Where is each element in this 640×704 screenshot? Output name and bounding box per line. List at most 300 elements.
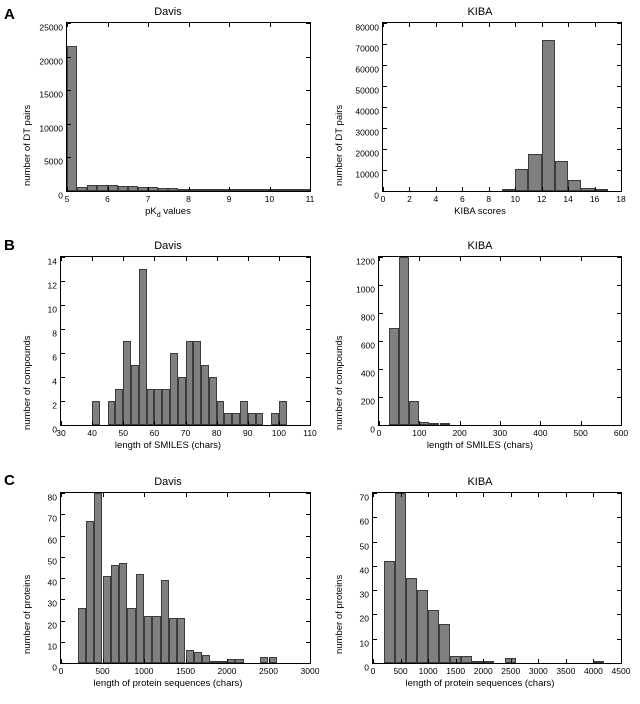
y-tick-mark (379, 313, 383, 314)
y-tick-label: 200 (360, 396, 375, 407)
bar (92, 401, 100, 425)
y-tick-label: 6 (52, 352, 57, 363)
bar (152, 616, 160, 663)
y-tick-label: 4 (52, 376, 57, 387)
y-tick-mark (306, 642, 310, 643)
y-tick-label: 70000 (355, 43, 379, 54)
y-tick-mark (383, 149, 387, 150)
x-tick-label: 60 (149, 428, 160, 438)
y-tick-label: 2 (52, 400, 57, 411)
plot-area (47, 256, 317, 438)
x-tick-label: 14 (563, 194, 573, 204)
y-tick-label: 20 (359, 613, 369, 624)
y-axis-label: number of DT pairs (22, 104, 33, 186)
bar (461, 656, 472, 663)
y-tick-mark (306, 377, 310, 378)
y-axis-label: number of compounds (22, 335, 33, 430)
bar (144, 616, 152, 663)
bar-series (61, 493, 310, 663)
x-tick-label: 40 (87, 428, 97, 438)
y-tick-mark (617, 369, 621, 370)
bar (77, 187, 87, 191)
bar (240, 401, 248, 425)
x-tick-mark (310, 23, 311, 27)
x-axis-label: length of SMILES (chars) (114, 440, 222, 451)
x-tick-mark (310, 493, 311, 497)
y-tick-mark (61, 621, 65, 622)
x-tick-label: 6 (459, 194, 465, 204)
x-tick-mark (61, 257, 62, 261)
y-tick-label: 600 (360, 340, 375, 351)
bar (209, 189, 219, 191)
bar (186, 650, 194, 663)
y-tick-mark (306, 329, 310, 330)
x-tick-label: 1000 (418, 666, 438, 676)
y-tick-label: 60000 (355, 64, 379, 75)
x-tick-label: 50 (118, 428, 128, 438)
y-tick-label: 400 (360, 368, 375, 379)
y-tick-label: 80 (47, 492, 57, 503)
x-tick-mark (144, 493, 145, 497)
y-tick-mark (306, 514, 310, 515)
x-tick-label: 2500 (501, 666, 521, 676)
y-tick-label: 10 (359, 637, 369, 648)
x-tick-mark (595, 23, 596, 27)
y-tick-mark (306, 353, 310, 354)
x-tick-label: 0 (58, 666, 64, 676)
bar (249, 189, 259, 191)
bar (428, 610, 439, 663)
y-tick-mark (617, 341, 621, 342)
x-tick-mark (568, 23, 569, 27)
y-tick-mark (373, 517, 377, 518)
y-tick-mark (61, 599, 65, 600)
bar (439, 624, 450, 663)
y-tick-mark (306, 401, 310, 402)
bar (239, 189, 249, 191)
bar (87, 185, 97, 191)
chart-title: KIBA (467, 6, 493, 18)
bar (170, 353, 178, 425)
y-tick-label: 12 (47, 280, 57, 291)
x-tick-label: 1500 (446, 666, 466, 676)
y-tick-label: 0 (364, 662, 369, 673)
bar (440, 423, 450, 425)
bar (395, 493, 406, 663)
bar (224, 413, 232, 425)
y-tick-label: 0 (52, 424, 57, 435)
y-tick-mark (383, 128, 387, 129)
y-tick-mark (306, 621, 310, 622)
y-tick-mark (306, 536, 310, 537)
bar (515, 169, 528, 191)
y-tick-label: 30 (47, 598, 57, 609)
chart-c-kiba (330, 476, 630, 698)
x-tick-mark (108, 23, 109, 27)
y-tick-mark (61, 281, 65, 282)
x-tick-mark (621, 257, 622, 261)
x-tick-label: 3500 (556, 666, 576, 676)
x-tick-mark (428, 493, 429, 497)
y-tick-mark (617, 614, 621, 615)
x-tick-mark (621, 23, 622, 27)
x-tick-label: 12 (536, 194, 547, 204)
x-tick-label: 100 (271, 428, 286, 438)
bar (193, 341, 201, 425)
y-tick-mark (61, 377, 65, 378)
x-tick-label: 90 (243, 428, 253, 438)
bar (169, 618, 177, 663)
x-tick-mark (593, 493, 594, 497)
x-tick-mark (436, 23, 437, 27)
y-tick-label: 0 (370, 424, 375, 435)
y-tick-mark (61, 578, 65, 579)
y-tick-mark (306, 57, 310, 58)
bar (94, 493, 102, 663)
bar (154, 389, 162, 425)
x-tick-mark (310, 257, 311, 261)
y-tick-mark (306, 599, 310, 600)
x-tick-mark (103, 493, 104, 497)
bar (78, 608, 86, 663)
y-tick-label: 10 (47, 304, 57, 315)
x-tick-mark (500, 257, 501, 261)
y-tick-label: 60 (47, 534, 57, 545)
x-tick-label: 100 (412, 428, 427, 438)
y-tick-mark (67, 124, 71, 125)
chart-title: Davis (154, 6, 182, 18)
y-tick-mark (61, 401, 65, 402)
y-axis-label: number of DT pairs (334, 104, 345, 186)
bar (232, 413, 240, 425)
bar-series (61, 257, 310, 425)
bar-series (379, 257, 621, 425)
chart-a-davis (18, 6, 318, 222)
panel-label-c: C (4, 472, 15, 489)
x-tick-label: 80 (211, 428, 222, 438)
bar (202, 655, 210, 664)
x-tick-label: 200 (452, 428, 467, 438)
y-tick-mark (61, 557, 65, 558)
x-tick-label: 0 (370, 666, 376, 676)
y-tick-mark (617, 517, 621, 518)
bar (271, 413, 279, 425)
x-tick-label: 5 (64, 194, 70, 204)
y-tick-mark (379, 285, 383, 286)
y-tick-mark (617, 44, 621, 45)
bar-series (373, 493, 621, 663)
bar (406, 578, 417, 663)
y-tick-mark (379, 341, 383, 342)
bar (279, 401, 287, 425)
y-tick-mark (306, 305, 310, 306)
y-tick-mark (617, 65, 621, 66)
x-tick-mark (419, 257, 420, 261)
y-tick-mark (373, 639, 377, 640)
x-tick-mark (217, 257, 218, 261)
x-axis-label: KIBA scores (454, 206, 506, 217)
chart-b-davis (18, 240, 318, 456)
x-tick-mark (92, 257, 93, 261)
x-axis-label: length of protein sequences (chars) (93, 678, 243, 689)
x-tick-mark (67, 23, 68, 27)
x-tick-label: 2 (407, 194, 412, 204)
bar (158, 188, 168, 191)
bar (123, 341, 131, 425)
bar (209, 377, 217, 425)
bar (108, 401, 116, 425)
bar (178, 377, 186, 425)
bar (235, 659, 243, 663)
y-tick-mark (617, 107, 621, 108)
bar (161, 580, 169, 663)
x-tick-label: 0 (380, 194, 386, 204)
y-tick-mark (617, 86, 621, 87)
y-tick-label: 0 (374, 190, 379, 201)
y-tick-label: 40 (47, 577, 57, 588)
x-tick-mark (379, 257, 380, 261)
bar (119, 563, 127, 663)
bar (186, 341, 194, 425)
x-tick-label: 0 (376, 428, 382, 438)
bar (399, 257, 409, 425)
x-tick-mark (581, 257, 582, 261)
x-tick-label: 16 (589, 194, 600, 204)
y-tick-mark (306, 557, 310, 558)
y-tick-mark (306, 578, 310, 579)
x-tick-mark (248, 257, 249, 261)
y-tick-mark (373, 542, 377, 543)
bar (199, 189, 209, 191)
plot-area (359, 492, 631, 676)
bar (111, 565, 119, 663)
y-tick-mark (383, 65, 387, 66)
x-tick-label: 1500 (176, 666, 195, 676)
y-axis-label: number of proteins (334, 574, 345, 654)
y-tick-mark (306, 281, 310, 282)
x-tick-mark (538, 493, 539, 497)
x-tick-label: 70 (180, 428, 191, 438)
bar (194, 652, 202, 663)
y-tick-mark (617, 313, 621, 314)
x-tick-label: 2000 (217, 666, 237, 676)
bar (136, 574, 144, 663)
y-tick-label: 20000 (355, 148, 379, 159)
y-tick-mark (383, 107, 387, 108)
y-axis-label: number of compounds (334, 335, 345, 430)
y-tick-mark (617, 397, 621, 398)
y-tick-mark (617, 170, 621, 171)
x-tick-mark (409, 23, 410, 27)
y-tick-mark (383, 86, 387, 87)
panel-label-a: A (4, 6, 15, 23)
y-tick-mark (67, 157, 71, 158)
bar (528, 154, 541, 191)
x-tick-mark (186, 257, 187, 261)
x-tick-mark (279, 257, 280, 261)
x-tick-label: 400 (533, 428, 548, 438)
chart-title: KIBA (467, 240, 493, 252)
x-tick-label: 600 (613, 428, 629, 438)
x-axis-label (18, 206, 318, 219)
y-tick-mark (617, 566, 621, 567)
x-tick-mark (542, 23, 543, 27)
y-tick-mark (306, 124, 310, 125)
y-tick-label: 15000 (39, 89, 63, 100)
y-tick-label: 1000 (356, 284, 375, 295)
bar (127, 608, 135, 663)
bar (139, 269, 147, 425)
y-tick-mark (373, 614, 377, 615)
x-axis-label-text: $pK_d$ values (145, 206, 191, 219)
y-tick-mark (61, 353, 65, 354)
bar-series (383, 23, 621, 191)
x-tick-label: 4 (433, 194, 439, 204)
y-tick-mark (306, 157, 310, 158)
x-tick-mark (511, 493, 512, 497)
y-tick-label: 80000 (355, 22, 379, 33)
plot-area (355, 22, 626, 204)
bar (384, 561, 395, 663)
y-tick-mark (383, 44, 387, 45)
y-tick-label: 40000 (355, 106, 379, 117)
bar (115, 389, 123, 425)
x-tick-mark (621, 493, 622, 497)
y-axis-label: number of proteins (22, 574, 33, 654)
y-tick-mark (373, 566, 377, 567)
y-tick-mark (617, 149, 621, 150)
bar (147, 389, 155, 425)
y-tick-label: 40 (359, 565, 369, 576)
x-tick-label: 500 (573, 428, 588, 438)
bar (248, 413, 256, 425)
y-tick-mark (306, 90, 310, 91)
bar (389, 328, 399, 425)
panel-label-b: B (4, 237, 15, 254)
y-tick-mark (617, 639, 621, 640)
bar (568, 180, 581, 191)
bar (128, 186, 138, 191)
y-tick-mark (383, 170, 387, 171)
bar (177, 618, 185, 663)
x-tick-label: 4000 (583, 666, 603, 676)
chart-c-davis (18, 476, 318, 698)
x-tick-label: 2000 (473, 666, 493, 676)
bar (542, 40, 555, 191)
bar (409, 401, 419, 425)
bar (290, 189, 300, 191)
y-tick-mark (617, 542, 621, 543)
chart-title: KIBA (467, 476, 493, 488)
x-axis-label: length of protein sequences (chars) (405, 678, 555, 689)
x-tick-label: 110 (303, 428, 317, 438)
bar-series (67, 23, 310, 191)
y-tick-mark (61, 642, 65, 643)
x-tick-mark (456, 493, 457, 497)
y-tick-mark (617, 590, 621, 591)
bar (555, 161, 568, 191)
x-tick-label: 18 (616, 194, 626, 204)
bar (118, 186, 128, 191)
x-tick-mark (489, 23, 490, 27)
y-tick-label: 30 (359, 589, 369, 600)
y-tick-label: 0 (58, 190, 63, 201)
y-tick-label: 50 (47, 556, 57, 566)
bar (131, 365, 139, 425)
x-tick-label: 500 (393, 666, 408, 676)
y-tick-label: 14 (47, 256, 57, 267)
y-tick-mark (379, 369, 383, 370)
y-tick-label: 1200 (356, 256, 375, 267)
bar (417, 590, 428, 663)
x-tick-label: 4500 (611, 666, 631, 676)
x-tick-label: 3000 (528, 666, 548, 676)
x-tick-label: 9 (226, 194, 232, 204)
bar (201, 365, 209, 425)
bar (168, 188, 178, 191)
bar (86, 521, 94, 663)
y-tick-label: 70 (359, 492, 369, 503)
y-tick-label: 30000 (355, 127, 379, 138)
x-tick-label: 2500 (259, 666, 278, 676)
x-tick-label: 8 (486, 194, 492, 204)
bar (67, 46, 77, 191)
x-tick-mark (462, 23, 463, 27)
y-tick-label: 20000 (39, 55, 63, 66)
y-tick-label: 50000 (355, 85, 379, 96)
x-axis-label: length of SMILES (chars) (426, 440, 534, 451)
y-tick-label: 20 (47, 619, 57, 630)
x-tick-label: 11 (305, 194, 315, 204)
x-tick-mark (460, 257, 461, 261)
y-tick-mark (61, 305, 65, 306)
chart-title: Davis (154, 240, 182, 252)
x-tick-mark (154, 257, 155, 261)
x-tick-label: 500 (95, 666, 110, 676)
y-tick-mark (373, 590, 377, 591)
y-tick-label: 70 (47, 513, 57, 524)
x-tick-label: 30 (56, 428, 66, 438)
x-tick-mark (61, 493, 62, 497)
x-tick-mark (269, 493, 270, 497)
x-tick-mark (515, 23, 516, 27)
x-tick-label: 3000 (300, 666, 320, 676)
x-tick-mark (227, 493, 228, 497)
y-tick-label: 60 (359, 516, 369, 527)
y-tick-mark (379, 397, 383, 398)
x-tick-label: 1000 (134, 666, 154, 676)
bar (162, 389, 170, 425)
y-tick-mark (617, 128, 621, 129)
x-tick-label: 10 (510, 194, 520, 204)
plot-area (39, 22, 315, 204)
bar (280, 189, 290, 191)
y-tick-label: 5000 (44, 156, 63, 167)
x-tick-mark (270, 23, 271, 27)
x-tick-mark (483, 493, 484, 497)
x-tick-mark (189, 23, 190, 27)
plot-area (356, 256, 629, 438)
x-tick-mark (540, 257, 541, 261)
plot-area (47, 492, 320, 676)
y-tick-mark (67, 57, 71, 58)
x-tick-mark (186, 493, 187, 497)
bar (103, 576, 111, 663)
chart-a-kiba (330, 6, 630, 222)
x-tick-label: 7 (145, 194, 151, 204)
y-tick-label: 25000 (39, 22, 63, 33)
y-tick-mark (61, 536, 65, 537)
